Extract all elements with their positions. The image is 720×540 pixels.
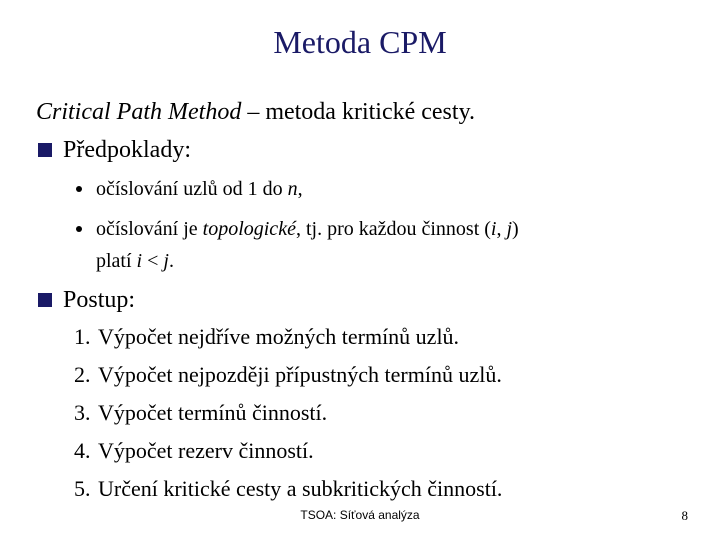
intro-rest: – metoda kritické cesty. xyxy=(241,99,476,125)
sub-bullet-1-text: očíslování uzlů od 1 do xyxy=(96,178,288,200)
list-item xyxy=(74,474,502,504)
sub-bullet-2-dot: . xyxy=(168,250,174,272)
sub-bullet-2-plati: platí xyxy=(96,250,137,272)
bullet-postup: Postup: xyxy=(63,287,136,313)
sub-bullet-2-text-a: očíslování je xyxy=(96,218,203,240)
step-number: 3. xyxy=(74,400,91,425)
sub-bullet-2-i2: i xyxy=(136,250,143,272)
square-bullet-icon xyxy=(38,293,52,307)
sub-bullet-1 xyxy=(96,176,303,202)
sub-bullet-2-text-b: , tj. pro každou činnost ( xyxy=(295,218,491,240)
list-item xyxy=(74,398,327,428)
sub-bullet-2 xyxy=(96,216,519,242)
sub-bullet-2-sep: , xyxy=(496,218,507,240)
list-item xyxy=(74,322,459,352)
sub-bullet-2-cont xyxy=(96,248,174,274)
sub-bullet-2-j2: j xyxy=(163,250,169,272)
slide-title: Metoda CPM xyxy=(273,24,447,60)
list-item xyxy=(74,360,502,390)
bullet-predpoklady: Předpoklady: xyxy=(63,137,191,163)
slide-footer: TSOA: Síťová analýza xyxy=(300,508,420,522)
step-text: Výpočet rezerv činností. xyxy=(98,438,314,463)
sub-bullet-2-j: j xyxy=(506,218,513,240)
sub-bullet-2-topologicke: topologické xyxy=(202,218,296,240)
list-item xyxy=(74,436,314,466)
dot-bullet-icon xyxy=(76,186,82,192)
step-text: Určení kritické cesty a subkritických činností. xyxy=(98,476,503,501)
sub-bullet-1-n: n xyxy=(287,178,298,200)
step-number: 5. xyxy=(74,476,91,501)
sub-bullet-1-end: , xyxy=(297,178,303,200)
step-number: 1. xyxy=(74,324,91,349)
sub-bullet-2-lt: < xyxy=(142,250,164,272)
dot-bullet-icon xyxy=(76,226,82,232)
intro-term: Critical Path Method xyxy=(36,99,242,125)
intro-line xyxy=(36,96,475,128)
step-text: Výpočet nejdříve možných termínů uzlů. xyxy=(98,324,460,349)
step-number: 4. xyxy=(74,438,91,463)
step-number: 2. xyxy=(74,362,91,387)
square-bullet-icon xyxy=(38,143,52,157)
step-text: Výpočet nejpozději přípustných termínů uzlů. xyxy=(98,362,502,387)
sub-bullet-2-close: ) xyxy=(512,218,519,240)
page-number: 8 xyxy=(681,508,688,523)
step-text: Výpočet termínů činností. xyxy=(98,400,328,425)
sub-bullet-2-i: i xyxy=(490,218,497,240)
